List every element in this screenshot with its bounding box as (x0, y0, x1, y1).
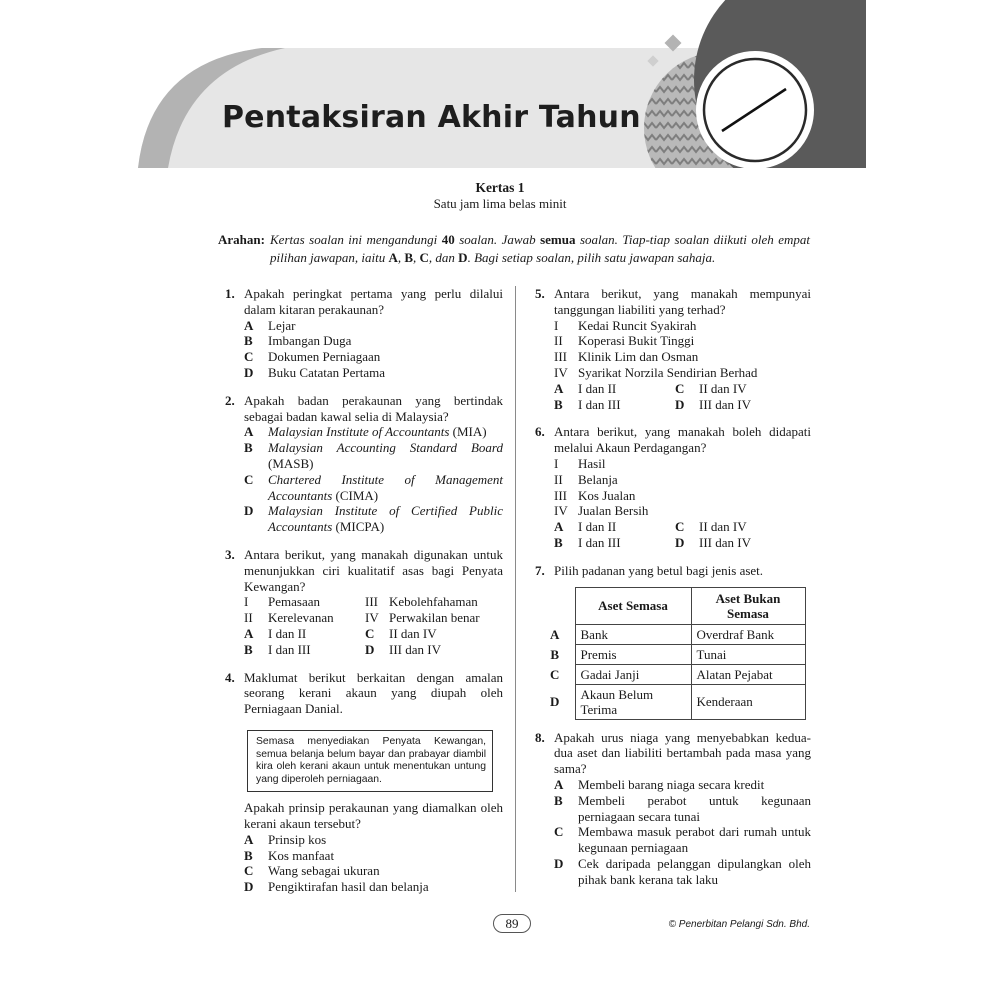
question-number: 4. (225, 669, 235, 685)
option-c[interactable]: C II dan IV (675, 380, 747, 396)
option-c[interactable]: C Wang sebagai ukuran (244, 863, 380, 879)
table-cell: Premis (575, 644, 691, 664)
option-a[interactable]: A I dan II (554, 519, 617, 535)
table-cell: Overdraf Bank (691, 624, 805, 644)
option-c[interactable]: C Membawa masuk perabot dari rumah untuk kegunaan perniagaan (554, 824, 811, 856)
question-4 (225, 670, 503, 896)
statement: IV Jualan Bersih (554, 503, 649, 519)
question-number: 3. (225, 546, 235, 562)
question-1 (225, 286, 503, 381)
option-c[interactable]: C Dokumen Perniagaan (244, 349, 381, 365)
paper-title: Kertas 1 (475, 180, 525, 195)
question-text: Apakah badan perakaunan yang bertindak sebagai badan kawal selia di Malaysia? (244, 392, 503, 424)
table-cell: Kenderaan (691, 684, 805, 719)
option-a[interactable]: A Malaysian Institute of Accountants (MIA) (244, 424, 487, 440)
question-number: 2. (225, 392, 235, 408)
table-header: Aset Bukan Semasa (691, 587, 805, 624)
statement: I Kedai Runcit Syakirah (554, 317, 697, 333)
publisher-credit: © Penerbitan Pelangi Sdn. Bhd. (668, 919, 810, 930)
option-d[interactable]: D Cek daripada pelanggan dipulangkan oleh pihak bank kerana tak laku (554, 855, 811, 887)
info-box: Semasa menyediakan Penyata Kewangan, semua belanja belum bayar dan prabayar diambil kira oleh kerani akaun untuk menentukan untung yang diperoleh perniagaan. (247, 730, 493, 792)
statement: I Pemasaan (244, 594, 320, 610)
question-text: Antara berikut, yang manakah digunakan untuk menunjukkan ciri kualitatif asas bagi Penyata Kewangan? (244, 546, 503, 594)
question-8 (535, 730, 811, 888)
option-a[interactable]: A Membeli barang niaga secara kredit (554, 776, 765, 792)
statement-list (244, 594, 503, 626)
option-b[interactable]: B Imbangan Duga (244, 333, 352, 349)
row-letter: B (550, 646, 560, 662)
column-divider (515, 286, 516, 892)
table-cell: Alatan Pejabat (691, 664, 805, 684)
table-row[interactable] (535, 684, 805, 719)
statement: IV Perwakilan benar (365, 610, 480, 626)
stopwatch-dial-icon (698, 53, 812, 167)
question-text: Apakah peringkat pertama yang perlu dilalui dalam kitaran perakaunan? (244, 286, 503, 317)
question-7 (535, 563, 811, 579)
option-c[interactable]: C II dan IV (675, 519, 747, 535)
option-a[interactable]: A Prinsip kos (244, 831, 327, 847)
statement: III Kebolehfahaman (365, 594, 478, 610)
option-b[interactable]: B I dan III (554, 534, 621, 550)
statement: III Kos Jualan (554, 487, 636, 503)
statement: II Koperasi Bukit Tinggi (554, 333, 695, 349)
statement: II Belanja (554, 471, 618, 487)
page-title: Pentaksiran Akhir Tahun (222, 100, 641, 135)
option-a[interactable]: A I dan II (554, 380, 617, 396)
option-a[interactable]: A Lejar (244, 317, 296, 333)
table-cell: Tunai (691, 644, 805, 664)
statement: IV Syarikat Norzila Sendirian Berhad (554, 364, 758, 380)
option-list (554, 519, 811, 551)
option-list (244, 626, 503, 658)
option-d[interactable]: D Buku Catatan Pertama (244, 364, 385, 380)
question-text: Antara berikut, yang manakah mempunyai tanggungan liabiliti yang terhad? (554, 286, 811, 317)
question-text: Apakah urus niaga yang menyebabkan kedua-dua aset dan liabiliti bertambah pada masa yang sama? (554, 729, 811, 777)
question-5 (535, 286, 811, 412)
table-header: Aset Semasa (575, 587, 691, 624)
question-number: 6. (535, 424, 545, 440)
row-letter: C (550, 666, 560, 682)
table-cell: Bank (575, 624, 691, 644)
statement: II Kerelevanan (244, 610, 334, 626)
question-2 (225, 393, 503, 535)
option-d[interactable]: D Pengiktirafan hasil dan belanja (244, 879, 429, 895)
instructions (218, 231, 810, 267)
question-6 (535, 424, 811, 550)
row-letter: D (550, 694, 560, 710)
asset-match-table (535, 587, 806, 720)
instructions-text: Kertas soalan ini mengandungi 40 soalan. Jawab semua soalan. Tiap-tiap soalan diikuti oleh empat pilihan jawapan, iaitu A, B, C, dan D. Bagi setiap soalan, pilih satu jawapan sahaja. (270, 232, 810, 265)
instructions-label: Arahan: (218, 232, 265, 247)
page-banner (0, 0, 1000, 175)
left-column (225, 286, 503, 895)
table-cell: Gadai Janji (575, 664, 691, 684)
question-text: Antara berikut, yang manakah boleh didapati melalui Akaun Perdagangan? (554, 424, 811, 456)
question-3 (225, 547, 503, 658)
page-number: 89 (493, 914, 531, 933)
option-c[interactable]: C Chartered Institute of Management Accountants (CIMA) (244, 471, 503, 503)
question-followup: Apakah prinsip perakaunan yang diamalkan oleh kerani akaun tersebut? (244, 800, 503, 832)
row-letter: A (550, 626, 560, 642)
question-number: 1. (225, 286, 235, 301)
question-number: 7. (535, 562, 545, 578)
option-a[interactable]: A I dan II (244, 625, 307, 641)
table-row[interactable] (535, 664, 805, 684)
option-d[interactable]: D III dan IV (365, 641, 441, 657)
option-b[interactable]: B I dan III (554, 396, 621, 412)
option-c[interactable]: C II dan IV (365, 625, 437, 641)
banner-graphic (0, 0, 1000, 175)
table-row[interactable] (535, 624, 805, 644)
question-number: 8. (535, 729, 545, 745)
option-b[interactable]: B Malaysian Accounting Standard Board (MASB) (244, 440, 503, 471)
option-b[interactable]: B I dan III (244, 641, 311, 657)
option-b[interactable]: B Membeli perabot untuk kegunaan perniagaan secara tunai (554, 792, 811, 824)
statement: I Hasil (554, 455, 606, 471)
option-d[interactable]: D Malaysian Institute of Certified Public Accountants (MICPA) (244, 503, 503, 535)
paper-duration: Satu jam lima belas minit (433, 196, 567, 211)
option-d[interactable]: D III dan IV (675, 534, 751, 550)
option-d[interactable]: D III dan IV (675, 396, 751, 412)
option-list (554, 381, 811, 413)
question-number: 5. (535, 286, 545, 301)
table-row[interactable] (535, 644, 805, 664)
right-column (535, 286, 811, 888)
question-text: Pilih padanan yang betul bagi jenis aset. (554, 562, 764, 578)
table-cell: Akaun Belum Terima (575, 684, 691, 719)
statement: III Klinik Lim dan Osman (554, 349, 699, 365)
question-text: Maklumat berikut berkaitan dengan amalan seorang kerani akaun yang diupah oleh Perniagaan Danial. (244, 669, 503, 717)
option-b[interactable]: B Kos manfaat (244, 847, 335, 863)
